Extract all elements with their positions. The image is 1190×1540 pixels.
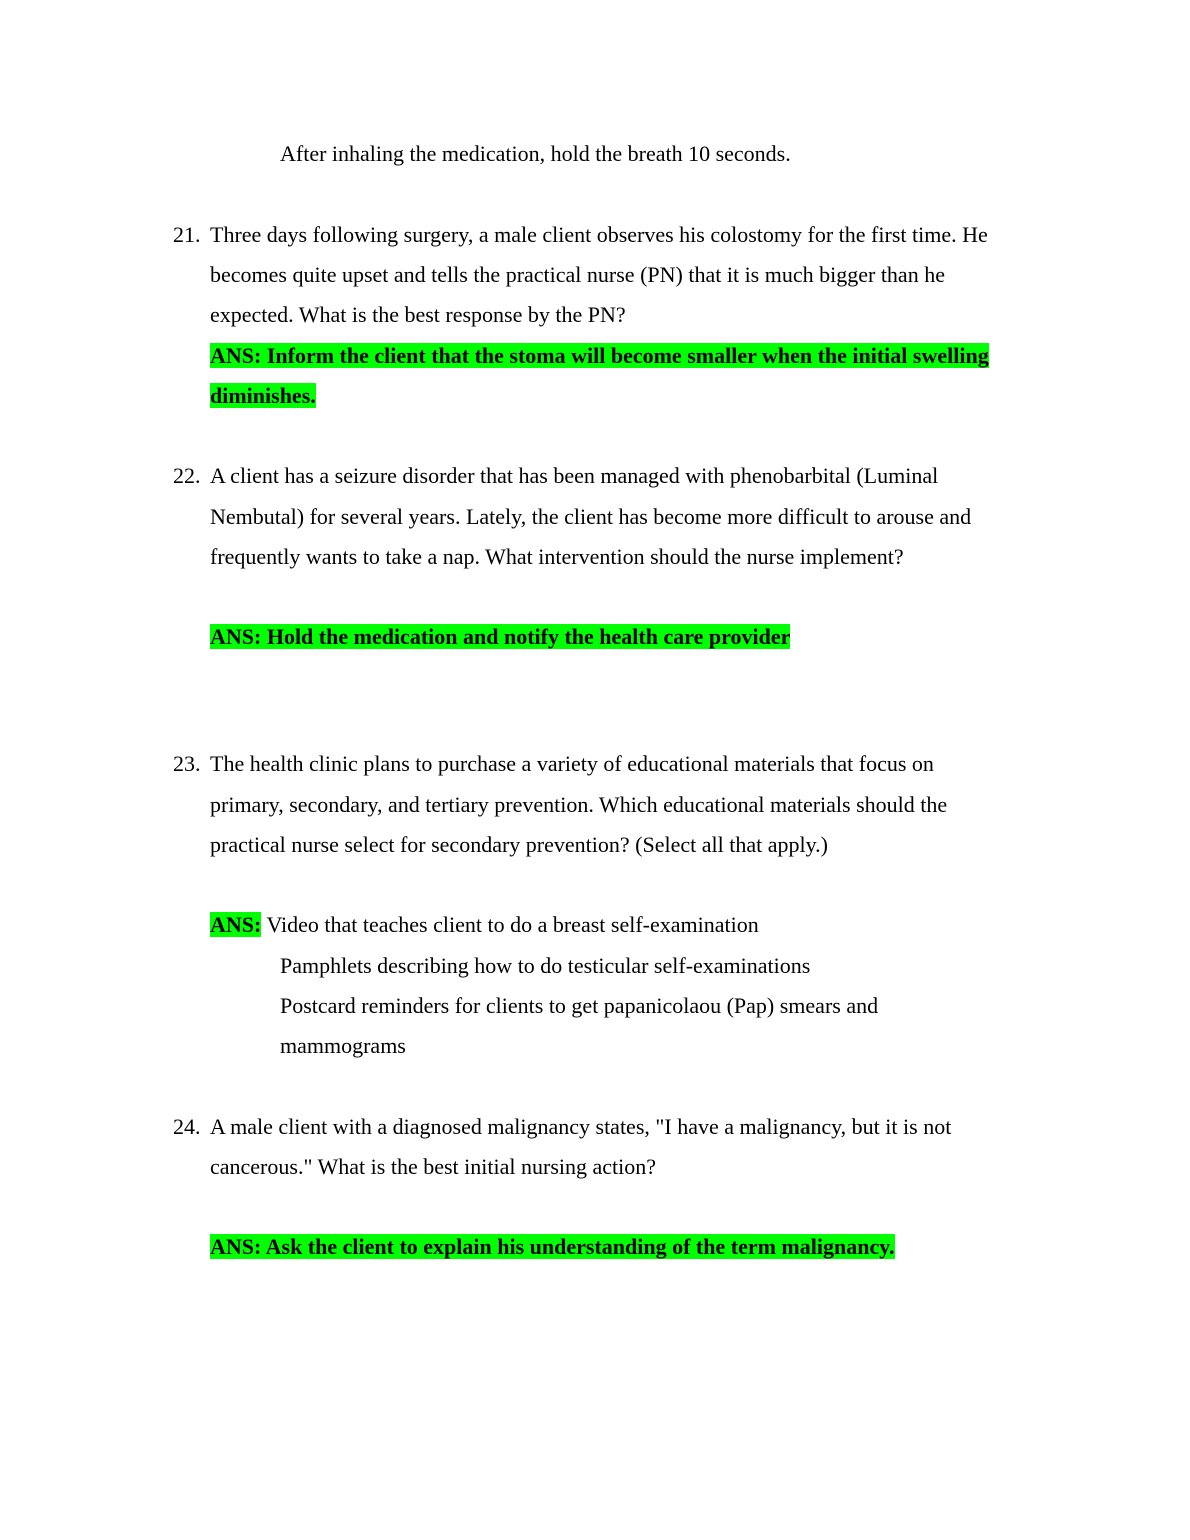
answer-highlight: diminishes. (210, 383, 316, 408)
answer-text (210, 343, 989, 369)
answer-text (210, 1234, 895, 1260)
answer-label: ANS: (210, 912, 262, 937)
answer-highlight: ANS: Ask the client to explain his understanding of the term malignancy. (210, 1234, 895, 1259)
question-text: practical nurse select for secondary prevention? (Select all that apply.) (210, 832, 828, 857)
question-text: expected. What is the best response by the PN? (210, 302, 626, 327)
question-number: 24. (173, 1114, 201, 1139)
answer-item: mammograms (280, 1033, 406, 1058)
answer-item: Video that teaches client to do a breast self-examination (261, 912, 759, 937)
question-number: 22. (173, 463, 201, 488)
answer-item: Postcard reminders for clients to get papanicolaou (Pap) smears and (280, 993, 879, 1018)
answer-text (210, 912, 759, 938)
answer-text (210, 624, 790, 650)
question-text: frequently wants to take a nap. What intervention should the nurse implement? (210, 544, 904, 569)
question-number: 23. (173, 751, 201, 776)
question-text: primary, secondary, and tertiary prevention. Which educational materials should the (210, 792, 948, 817)
answer-highlight: ANS: Hold the medication and notify the health care provider (210, 624, 791, 649)
question-text: The health clinic plans to purchase a variety of educational materials that focus on (210, 751, 934, 776)
question-text: A client has a seizure disorder that has been managed with phenobarbital (Luminal (210, 463, 939, 488)
answer-item: Pamphlets describing how to do testicular self-examinations (280, 953, 811, 978)
question-number: 21. (173, 222, 201, 247)
answer-highlight: ANS: Inform the client that the stoma will become smaller when the initial swelling (210, 343, 989, 368)
answer-text (210, 383, 316, 409)
question-text: cancerous." What is the best initial nursing action? (210, 1154, 657, 1179)
question-text: Three days following surgery, a male client observes his colostomy for the first time. He (210, 222, 988, 247)
question-text: A male client with a diagnosed malignancy states, "I have a malignancy, but it is not (210, 1114, 952, 1139)
question-text: Nembutal) for several years. Lately, the client has become more difficult to arouse and (210, 504, 972, 529)
continuation-text: After inhaling the medication, hold the breath 10 seconds. (280, 141, 791, 166)
question-text: becomes quite upset and tells the practical nurse (PN) that it is much bigger than he (210, 262, 945, 287)
